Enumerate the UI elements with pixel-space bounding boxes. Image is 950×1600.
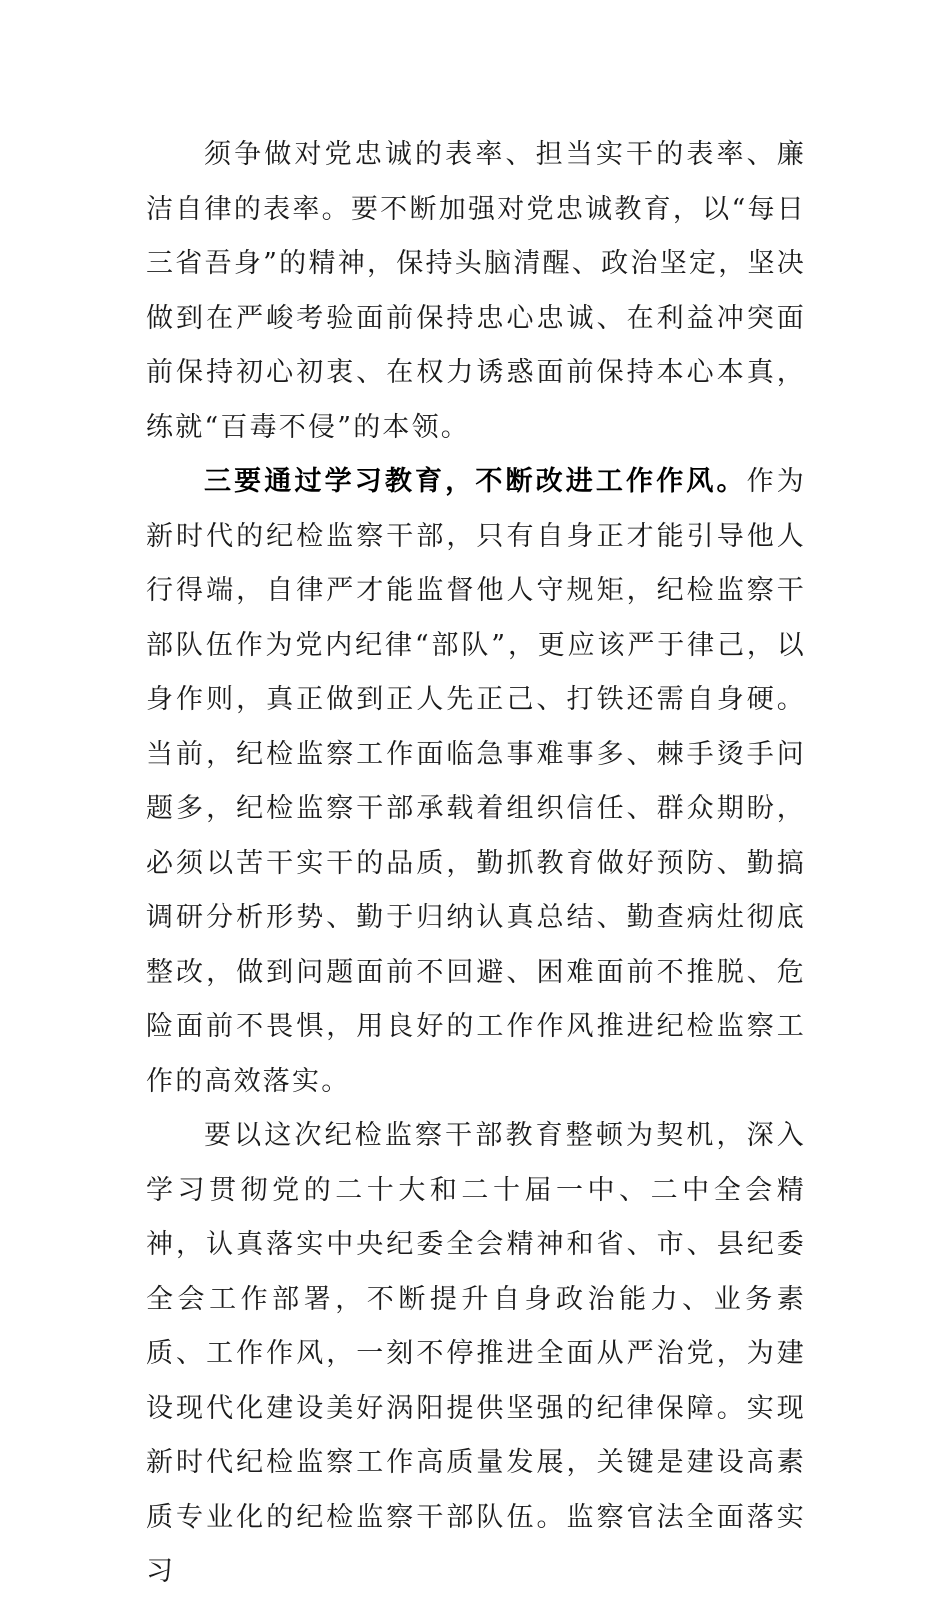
document-body: [146, 128, 806, 1600]
paragraph-1-text: 须争做对党忠诚的表率、担当实干的表率、廉洁自律的表率。要不断加强对党忠诚教育，以“每日三省吾身”的精神，保持头脑清醒、政治坚定，坚决做到在严峻考验面前保持忠心忠诚、在利益冲突面前保持初心初衷、在权力诱惑面前保持本心本真，练就“百毒不侵”的本领。: [146, 139, 806, 443]
paragraph-2-lead: 三要通过学习教育，不断改进工作作风。: [204, 466, 747, 497]
paragraph-3: [146, 1109, 806, 1600]
paragraph-3-text: 要以这次纪检监察干部教育整顿为契机，深入学习贯彻党的二十大和二十届一中、二中全会精神，认真落实中央纪委全会精神和省、市、县纪委全会工作部署，不断提升自身政治能力、业务素质、工作作风，一刻不停推进全面从严治党，为建设现代化建设美好涡阳提供坚强的纪律保障。实现新时代纪检监察工作高质量发展，关键是建设高素质专业化的纪检监察干部队伍。监察官法全面落实习: [146, 1120, 806, 1587]
paragraph-2-text: 作为新时代的纪检监察干部，只有自身正才能引导他人行得端，自律严才能监督他人守规矩，纪检监察干部队伍作为党内纪律“部队”，更应该严于律己，以身作则，真正做到正人先正己、打铁还需自身硬。当前，纪检监察工作面临急事难事多、棘手烫手问题多，纪检监察干部承载着组织信任、群众期盼，必须以苦干实干的品质，勤抓教育做好预防、勤搞调研分析形势、勤于归纳认真总结、勤查病灶彻底整改，做到问题面前不回避、困难面前不推脱、危险面前不畏惧，用良好的工作作风推进纪检监察工作的高效落实。: [146, 466, 806, 1097]
paragraph-1: [146, 128, 806, 455]
paragraph-2: [146, 455, 806, 1109]
